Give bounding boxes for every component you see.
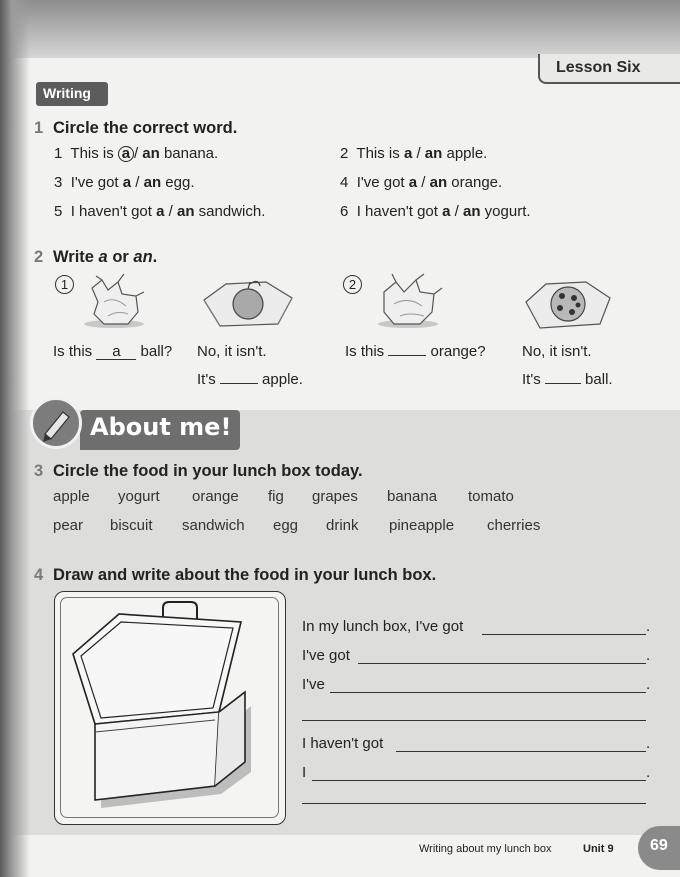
food-word[interactable]: pear: [53, 517, 84, 534]
lunch-box-icon: [55, 592, 283, 822]
ex1-item-1: 1 This is a / an banana.: [54, 145, 219, 162]
exercise2-number: 2: [34, 248, 44, 266]
book-spine-shadow: [0, 0, 30, 877]
about-me-title: About me!: [90, 413, 232, 441]
write-line-7[interactable]: [302, 803, 646, 804]
write-line-2-label: I've got: [302, 647, 350, 664]
panel2-question: Is this orange?: [345, 343, 486, 360]
pencil-icon: [30, 397, 82, 449]
exercise1-number: 1: [34, 119, 44, 137]
food-word[interactable]: sandwich: [182, 517, 245, 534]
food-word[interactable]: grapes: [312, 488, 358, 505]
exercise4-title: Draw and write about the food in your lunch box.: [53, 566, 437, 584]
about-me-tab: [80, 410, 240, 450]
write-line-3[interactable]: [330, 692, 646, 693]
choice-an[interactable]: an: [176, 203, 195, 220]
exercise3-number: 3: [34, 462, 44, 480]
food-word[interactable]: drink: [326, 517, 359, 534]
answer-blank[interactable]: a: [96, 345, 136, 360]
ex1-item-4: 4 I've got a / an orange.: [340, 174, 503, 191]
lesson-title: Lesson Six: [556, 59, 641, 76]
wrapped-ball-illustration: [78, 272, 150, 330]
write-line-6-label: I: [302, 764, 307, 781]
choice-a[interactable]: a: [156, 203, 165, 220]
choice-a[interactable]: a: [408, 174, 418, 191]
food-word[interactable]: pineapple: [389, 517, 455, 534]
section-badge-label: Writing: [43, 85, 91, 101]
page-number: 69: [650, 837, 668, 854]
choice-an[interactable]: an: [429, 174, 448, 191]
exercise1-title: Circle the correct word.: [53, 119, 238, 137]
ex1-item-2: 2 This is a / an apple.: [340, 145, 488, 162]
panel2-its: It's ball.: [522, 371, 613, 388]
drawing-frame[interactable]: [54, 591, 286, 825]
write-line-2[interactable]: [358, 663, 646, 664]
write-line-3-label: I've: [302, 676, 325, 693]
exercise4-number: 4: [34, 566, 44, 584]
panel1-reply: No, it isn't.: [197, 343, 267, 360]
circled-answer[interactable]: a: [118, 146, 134, 162]
write-line-1-end: .: [646, 618, 651, 635]
food-word[interactable]: banana: [387, 488, 438, 505]
panel1-question: Is this a ball?: [53, 343, 173, 360]
choice-an[interactable]: an: [142, 145, 160, 162]
write-line-6[interactable]: [312, 780, 646, 781]
panel2-number: 2: [343, 275, 362, 294]
choice-a[interactable]: a: [122, 174, 132, 191]
choice-an[interactable]: an: [462, 203, 481, 220]
write-line-2-end: .: [646, 647, 651, 664]
ball-illustration: [520, 272, 612, 332]
write-line-5[interactable]: [396, 751, 646, 752]
write-line-4[interactable]: [302, 720, 646, 721]
food-word[interactable]: apple: [53, 488, 90, 505]
choice-an[interactable]: an: [424, 145, 443, 162]
top-band: [0, 0, 680, 58]
exercise3-title: Circle the food in your lunch box today.: [53, 462, 363, 480]
panel1-number: 1: [55, 275, 74, 294]
answer-blank[interactable]: [545, 383, 581, 384]
write-line-5-label: I haven't got: [302, 735, 384, 752]
wrapped-object-illustration: [372, 272, 444, 330]
footer-caption: Writing about my lunch box: [419, 843, 552, 855]
panel1-its: It's apple.: [197, 371, 303, 388]
ex1-item-5: 5 I haven't got a / an sandwich.: [54, 203, 266, 220]
write-line-1[interactable]: [482, 634, 646, 635]
ex1-item-3: 3 I've got a / an egg.: [54, 174, 195, 191]
write-line-3-end: .: [646, 676, 651, 693]
choice-a[interactable]: a: [442, 203, 451, 220]
lesson-tab: [538, 54, 680, 84]
panel2-reply: No, it isn't.: [522, 343, 592, 360]
footer-unit: Unit 9: [583, 843, 614, 855]
choice-a[interactable]: a: [403, 145, 413, 162]
page-number-tab: [638, 826, 680, 870]
apple-illustration: [196, 270, 296, 332]
write-line-1-label: In my lunch box, I've got: [302, 618, 464, 635]
food-word[interactable]: yogurt: [118, 488, 160, 505]
write-line-5-end: .: [646, 735, 651, 752]
answer-blank[interactable]: [388, 355, 426, 356]
food-word[interactable]: orange: [192, 488, 239, 505]
section-badge: [36, 82, 108, 106]
answer-blank[interactable]: [220, 383, 258, 384]
food-word[interactable]: tomato: [468, 488, 514, 505]
food-word[interactable]: biscuit: [110, 517, 153, 534]
food-word[interactable]: egg: [273, 517, 299, 534]
food-word[interactable]: fig: [268, 488, 284, 505]
write-line-6-end: .: [646, 764, 651, 781]
ex1-item-6: 6 I haven't got a / an yogurt.: [340, 203, 531, 220]
choice-an[interactable]: an: [143, 174, 162, 191]
exercise2-title: Write a or an.: [53, 248, 158, 266]
food-word[interactable]: cherries: [487, 517, 541, 534]
